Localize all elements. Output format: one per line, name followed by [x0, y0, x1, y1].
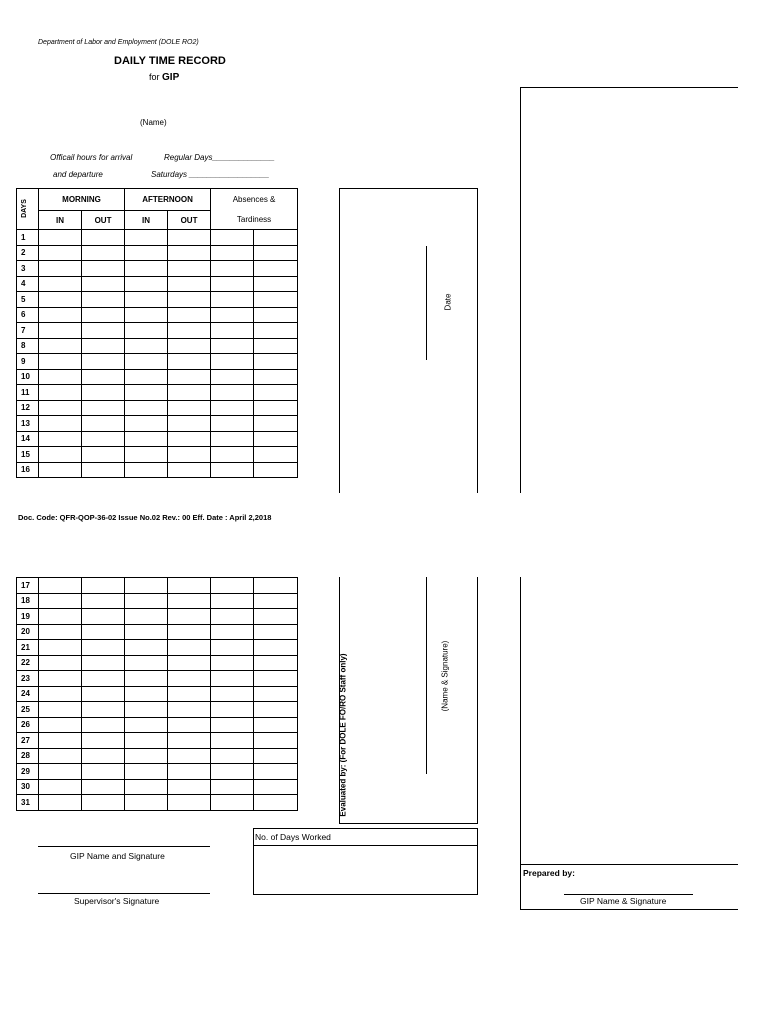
- morning-out-cell[interactable]: [82, 795, 125, 811]
- morning-out-cell[interactable]: [82, 462, 125, 478]
- afternoon-out-cell[interactable]: [168, 447, 211, 463]
- tardiness-cell[interactable]: [254, 702, 298, 718]
- day-number: 26: [17, 717, 39, 733]
- date-line: [426, 246, 427, 360]
- table-row: [17, 702, 298, 718]
- absences-cell[interactable]: [211, 748, 254, 764]
- afternoon-out-cell[interactable]: [168, 779, 211, 795]
- absences-cell[interactable]: [211, 609, 254, 625]
- morning-in-cell[interactable]: [39, 655, 82, 671]
- tardiness-cell[interactable]: [254, 276, 298, 292]
- morning-out-cell[interactable]: [82, 748, 125, 764]
- morning-in-cell[interactable]: [39, 640, 82, 656]
- day-number: 9: [17, 354, 39, 370]
- afternoon-out-cell[interactable]: [168, 338, 211, 354]
- absences-cell[interactable]: [211, 640, 254, 656]
- morning-out-cell[interactable]: [82, 416, 125, 432]
- morning-in-cell[interactable]: [39, 354, 82, 370]
- afternoon-out-cell[interactable]: [168, 323, 211, 339]
- tardiness-cell[interactable]: [254, 640, 298, 656]
- day-number: 1: [17, 230, 39, 246]
- table-row: [17, 447, 298, 463]
- table-row: [17, 717, 298, 733]
- supervisor-signature-line: [38, 893, 210, 894]
- absences-cell[interactable]: [211, 447, 254, 463]
- morning-out-cell[interactable]: [82, 385, 125, 401]
- afternoon-in-cell[interactable]: [125, 609, 168, 625]
- program-label: GIP: [162, 72, 180, 83]
- tardiness-cell[interactable]: [254, 733, 298, 749]
- day-number: 5: [17, 292, 39, 308]
- table-row: [17, 748, 298, 764]
- day-number: 13: [17, 416, 39, 432]
- afternoon-out-cell[interactable]: [168, 385, 211, 401]
- morning-in-cell[interactable]: [39, 671, 82, 687]
- morning-in-cell[interactable]: [39, 593, 82, 609]
- morning-out-header: OUT: [82, 211, 125, 230]
- table-row: [17, 686, 298, 702]
- day-number: 21: [17, 640, 39, 656]
- afternoon-in-cell[interactable]: [125, 624, 168, 640]
- afternoon-in-cell[interactable]: [125, 671, 168, 687]
- absences-cell[interactable]: [211, 655, 254, 671]
- supervisor-signature: Supervisor's Signature: [74, 896, 160, 906]
- name-signature-line: [426, 577, 427, 774]
- morning-in-cell[interactable]: [39, 447, 82, 463]
- absences-cell[interactable]: [211, 686, 254, 702]
- tardiness-cell[interactable]: [254, 655, 298, 671]
- tardiness-cell[interactable]: [254, 431, 298, 447]
- day-number: 18: [17, 593, 39, 609]
- table-row: [17, 400, 298, 416]
- absences-cell[interactable]: [211, 261, 254, 277]
- afternoon-in-cell[interactable]: [125, 230, 168, 246]
- afternoon-out-cell[interactable]: [168, 655, 211, 671]
- table-row: [17, 245, 298, 261]
- absences-cell[interactable]: [211, 338, 254, 354]
- tardiness-cell[interactable]: [254, 624, 298, 640]
- eval-panel-bottom: [339, 577, 478, 824]
- afternoon-in-cell[interactable]: [125, 307, 168, 323]
- day-number: 6: [17, 307, 39, 323]
- absences-cell[interactable]: [211, 369, 254, 385]
- afternoon-in-cell[interactable]: [125, 640, 168, 656]
- afternoon-out-cell[interactable]: [168, 671, 211, 687]
- morning-out-cell[interactable]: [82, 245, 125, 261]
- tardiness-cell[interactable]: [254, 230, 298, 246]
- morning-in-cell[interactable]: [39, 338, 82, 354]
- afternoon-out-cell[interactable]: [168, 416, 211, 432]
- morning-out-cell[interactable]: [82, 655, 125, 671]
- day-number: 24: [17, 686, 39, 702]
- table-row: [17, 338, 298, 354]
- afternoon-in-cell[interactable]: [125, 447, 168, 463]
- morning-out-cell[interactable]: [82, 624, 125, 640]
- absences-cell[interactable]: [211, 462, 254, 478]
- page-title: DAILY TIME RECORD: [114, 55, 226, 67]
- days-worked-divider: [253, 845, 478, 846]
- morning-out-cell[interactable]: [82, 593, 125, 609]
- afternoon-in-cell[interactable]: [125, 655, 168, 671]
- afternoon-out-cell[interactable]: [168, 245, 211, 261]
- day-number: 22: [17, 655, 39, 671]
- afternoon-in-cell[interactable]: [125, 323, 168, 339]
- afternoon-in-cell[interactable]: [125, 276, 168, 292]
- tardiness-cell[interactable]: [254, 593, 298, 609]
- table-row: [17, 764, 298, 780]
- absences-cell[interactable]: [211, 624, 254, 640]
- table-row: [17, 655, 298, 671]
- tardiness-cell[interactable]: [254, 671, 298, 687]
- afternoon-in-cell[interactable]: [125, 686, 168, 702]
- afternoon-out-cell[interactable]: [168, 640, 211, 656]
- day-number: 23: [17, 671, 39, 687]
- afternoon-out-cell[interactable]: [168, 748, 211, 764]
- day-number: 27: [17, 733, 39, 749]
- absences-cell[interactable]: [211, 795, 254, 811]
- absences-cell[interactable]: [211, 593, 254, 609]
- day-number: 14: [17, 431, 39, 447]
- morning-in-cell[interactable]: [39, 276, 82, 292]
- morning-out-cell[interactable]: [82, 400, 125, 416]
- tardiness-cell[interactable]: [254, 292, 298, 308]
- morning-out-cell[interactable]: [82, 292, 125, 308]
- tardiness-cell[interactable]: [254, 462, 298, 478]
- morning-in-cell[interactable]: [39, 307, 82, 323]
- afternoon-out-cell[interactable]: [168, 578, 211, 594]
- name-label: (Name): [140, 118, 167, 127]
- morning-out-cell[interactable]: [82, 431, 125, 447]
- tardiness-cell[interactable]: [254, 400, 298, 416]
- afternoon-in-cell[interactable]: [125, 748, 168, 764]
- morning-out-cell[interactable]: [82, 369, 125, 385]
- evaluated-by-label: Evaluated by: (For DOLE FO/RO Staff only): [338, 653, 348, 817]
- morning-in-cell[interactable]: [39, 748, 82, 764]
- table-row: [17, 385, 298, 401]
- morning-header: MORNING: [39, 189, 125, 211]
- absences-cell[interactable]: [211, 292, 254, 308]
- morning-in-cell[interactable]: [39, 702, 82, 718]
- absences-cell[interactable]: [211, 717, 254, 733]
- afternoon-in-cell[interactable]: [125, 779, 168, 795]
- table-row: [17, 276, 298, 292]
- name-signature-label: (Name & Signature): [440, 640, 450, 712]
- table-row: [17, 323, 298, 339]
- official-hours-line2: and departure: [53, 170, 103, 179]
- doc-code: Doc. Code: QFR-QOP-36-02 Issue No.02 Rev.: 00 Eff. Date : April 2,2018: [18, 513, 272, 522]
- morning-in-cell[interactable]: [39, 292, 82, 308]
- morning-in-cell[interactable]: [39, 733, 82, 749]
- afternoon-out-cell[interactable]: [168, 292, 211, 308]
- saturdays-field: Saturdays __________________: [151, 170, 270, 179]
- table-row: [17, 624, 298, 640]
- afternoon-in-cell[interactable]: [125, 416, 168, 432]
- gip-name-signature: GIP Name and Signature: [70, 851, 165, 861]
- afternoon-in-cell[interactable]: [125, 764, 168, 780]
- absences-cell[interactable]: [211, 578, 254, 594]
- tardiness-cell[interactable]: [254, 748, 298, 764]
- eval-panel-top: [339, 188, 478, 493]
- absences-cell[interactable]: [211, 416, 254, 432]
- morning-in-cell[interactable]: [39, 385, 82, 401]
- morning-out-cell[interactable]: [82, 323, 125, 339]
- table-row: [17, 609, 298, 625]
- morning-in-cell[interactable]: [39, 261, 82, 277]
- day-number: 16: [17, 462, 39, 478]
- table-row: [17, 462, 298, 478]
- afternoon-out-cell[interactable]: [168, 400, 211, 416]
- dtr-table-days-1-16: [16, 188, 298, 478]
- official-hours-line1: Officail hours for arrival: [50, 153, 133, 162]
- afternoon-out-cell[interactable]: [168, 462, 211, 478]
- absences-cell[interactable]: [211, 671, 254, 687]
- department-label: Department of Labor and Employment (DOLE RO2): [38, 39, 199, 46]
- morning-in-cell[interactable]: [39, 686, 82, 702]
- afternoon-out-cell[interactable]: [168, 593, 211, 609]
- table-row: [17, 671, 298, 687]
- afternoon-out-cell[interactable]: [168, 276, 211, 292]
- morning-out-cell[interactable]: [82, 276, 125, 292]
- regular-days-field: Regular Days______________: [164, 153, 275, 162]
- afternoon-out-cell[interactable]: [168, 717, 211, 733]
- afternoon-in-cell[interactable]: [125, 593, 168, 609]
- morning-out-cell[interactable]: [82, 717, 125, 733]
- tardiness-cell[interactable]: [254, 261, 298, 277]
- afternoon-out-cell[interactable]: [168, 307, 211, 323]
- morning-out-cell[interactable]: [82, 447, 125, 463]
- afternoon-out-cell[interactable]: [168, 795, 211, 811]
- table-row: [17, 640, 298, 656]
- table-row: [17, 733, 298, 749]
- tardiness-cell[interactable]: [254, 307, 298, 323]
- for-label: for: [149, 72, 160, 82]
- gip-signature-line: [38, 846, 210, 847]
- table-row: [17, 230, 298, 246]
- days-header-cell: [17, 189, 39, 230]
- morning-in-header: IN: [39, 211, 82, 230]
- afternoon-out-cell[interactable]: [168, 764, 211, 780]
- morning-in-cell[interactable]: [39, 578, 82, 594]
- day-number: 19: [17, 609, 39, 625]
- gip-name-signature-right: GIP Name & Signature: [580, 896, 667, 906]
- day-number: 17: [17, 578, 39, 594]
- day-number: 12: [17, 400, 39, 416]
- afternoon-in-cell[interactable]: [125, 717, 168, 733]
- afternoon-out-cell[interactable]: [168, 702, 211, 718]
- morning-out-cell[interactable]: [82, 764, 125, 780]
- afternoon-in-cell[interactable]: [125, 400, 168, 416]
- prepared-signature-line: [564, 894, 693, 895]
- morning-in-cell[interactable]: [39, 462, 82, 478]
- tardiness-cell[interactable]: [254, 369, 298, 385]
- day-number: 29: [17, 764, 39, 780]
- morning-out-cell[interactable]: [82, 686, 125, 702]
- days-worked-label: No. of Days Worked: [255, 832, 331, 842]
- table-row: [17, 795, 298, 811]
- tardiness-cell[interactable]: [254, 686, 298, 702]
- dtr-rows-1: [17, 230, 298, 478]
- day-number: 25: [17, 702, 39, 718]
- table-row: [17, 779, 298, 795]
- morning-in-cell[interactable]: [39, 400, 82, 416]
- afternoon-out-cell[interactable]: [168, 369, 211, 385]
- afternoon-out-cell[interactable]: [168, 733, 211, 749]
- tardiness-cell[interactable]: [254, 578, 298, 594]
- afternoon-out-cell[interactable]: [168, 261, 211, 277]
- absences-cell[interactable]: [211, 323, 254, 339]
- afternoon-out-cell[interactable]: [168, 609, 211, 625]
- afternoon-in-cell[interactable]: [125, 292, 168, 308]
- afternoon-in-cell[interactable]: [125, 338, 168, 354]
- morning-out-cell[interactable]: [82, 338, 125, 354]
- absences-cell[interactable]: [211, 431, 254, 447]
- morning-out-cell[interactable]: [82, 779, 125, 795]
- morning-in-cell[interactable]: [39, 431, 82, 447]
- afternoon-in-cell[interactable]: [125, 245, 168, 261]
- afternoon-in-cell[interactable]: [125, 385, 168, 401]
- tardiness-cell[interactable]: [254, 717, 298, 733]
- afternoon-in-cell[interactable]: [125, 369, 168, 385]
- tardiness-cell[interactable]: [254, 609, 298, 625]
- morning-in-cell[interactable]: [39, 369, 82, 385]
- tardiness-cell[interactable]: [254, 245, 298, 261]
- tardiness-cell[interactable]: [254, 447, 298, 463]
- table-row: [17, 307, 298, 323]
- morning-in-cell[interactable]: [39, 323, 82, 339]
- table-row: [17, 369, 298, 385]
- prepared-by-divider: [520, 864, 738, 865]
- afternoon-out-cell[interactable]: [168, 230, 211, 246]
- morning-out-cell[interactable]: [82, 702, 125, 718]
- day-number: 28: [17, 748, 39, 764]
- morning-out-cell[interactable]: [82, 578, 125, 594]
- afternoon-in-header: IN: [125, 211, 168, 230]
- morning-out-cell[interactable]: [82, 609, 125, 625]
- morning-out-cell[interactable]: [82, 640, 125, 656]
- tardiness-header: Tardiness: [211, 211, 298, 230]
- afternoon-out-cell[interactable]: [168, 624, 211, 640]
- days-header: DAYS: [20, 199, 28, 218]
- day-number: 20: [17, 624, 39, 640]
- afternoon-in-cell[interactable]: [125, 431, 168, 447]
- absences-cell[interactable]: [211, 779, 254, 795]
- tardiness-cell[interactable]: [254, 779, 298, 795]
- table-row: [17, 261, 298, 277]
- afternoon-out-cell[interactable]: [168, 354, 211, 370]
- tardiness-cell[interactable]: [254, 416, 298, 432]
- afternoon-in-cell[interactable]: [125, 261, 168, 277]
- day-number: 2: [17, 245, 39, 261]
- afternoon-in-cell[interactable]: [125, 578, 168, 594]
- morning-in-cell[interactable]: [39, 609, 82, 625]
- date-label: Date: [443, 293, 453, 311]
- afternoon-header: AFTERNOON: [125, 189, 211, 211]
- day-number: 3: [17, 261, 39, 277]
- absences-cell[interactable]: [211, 764, 254, 780]
- afternoon-in-cell[interactable]: [125, 702, 168, 718]
- absences-cell[interactable]: [211, 307, 254, 323]
- day-number: 4: [17, 276, 39, 292]
- morning-out-cell[interactable]: [82, 261, 125, 277]
- absences-cell[interactable]: [211, 354, 254, 370]
- absences-cell[interactable]: [211, 385, 254, 401]
- morning-out-cell[interactable]: [82, 671, 125, 687]
- dtr-table-days-17-31: [16, 577, 298, 811]
- day-number: 7: [17, 323, 39, 339]
- morning-in-cell[interactable]: [39, 779, 82, 795]
- morning-in-cell[interactable]: [39, 624, 82, 640]
- tardiness-cell[interactable]: [254, 323, 298, 339]
- table-row: [17, 354, 298, 370]
- morning-out-cell[interactable]: [82, 354, 125, 370]
- afternoon-out-cell[interactable]: [168, 686, 211, 702]
- program-line: [149, 73, 179, 83]
- table-row: [17, 578, 298, 594]
- day-number: 10: [17, 369, 39, 385]
- afternoon-in-cell[interactable]: [125, 354, 168, 370]
- absences-cell[interactable]: [211, 276, 254, 292]
- absences-cell[interactable]: [211, 230, 254, 246]
- prepared-by-label: Prepared by:: [523, 868, 575, 878]
- afternoon-in-cell[interactable]: [125, 795, 168, 811]
- afternoon-in-cell[interactable]: [125, 733, 168, 749]
- absences-cell[interactable]: [211, 245, 254, 261]
- morning-out-cell[interactable]: [82, 307, 125, 323]
- morning-in-cell[interactable]: [39, 795, 82, 811]
- day-number: 15: [17, 447, 39, 463]
- tardiness-cell[interactable]: [254, 795, 298, 811]
- day-number: 8: [17, 338, 39, 354]
- day-number: 11: [17, 385, 39, 401]
- morning-out-cell[interactable]: [82, 230, 125, 246]
- tardiness-cell[interactable]: [254, 764, 298, 780]
- absences-cell[interactable]: [211, 400, 254, 416]
- day-number: 31: [17, 795, 39, 811]
- table-row: [17, 431, 298, 447]
- morning-in-cell[interactable]: [39, 230, 82, 246]
- absences-cell[interactable]: [211, 733, 254, 749]
- dtr-rows-2: [17, 578, 298, 811]
- tardiness-cell[interactable]: [254, 385, 298, 401]
- tardiness-cell[interactable]: [254, 354, 298, 370]
- morning-out-cell[interactable]: [82, 733, 125, 749]
- morning-in-cell[interactable]: [39, 764, 82, 780]
- afternoon-in-cell[interactable]: [125, 462, 168, 478]
- table-row: [17, 593, 298, 609]
- afternoon-out-cell[interactable]: [168, 431, 211, 447]
- absences-cell[interactable]: [211, 702, 254, 718]
- morning-in-cell[interactable]: [39, 416, 82, 432]
- afternoon-out-header: OUT: [168, 211, 211, 230]
- table-row: [17, 292, 298, 308]
- morning-in-cell[interactable]: [39, 717, 82, 733]
- right-panel-top: [520, 87, 738, 493]
- day-number: 30: [17, 779, 39, 795]
- morning-in-cell[interactable]: [39, 245, 82, 261]
- absences-header: Absences &: [211, 189, 298, 211]
- table-row: [17, 416, 298, 432]
- right-panel-bottom: [520, 577, 738, 910]
- tardiness-cell[interactable]: [254, 338, 298, 354]
